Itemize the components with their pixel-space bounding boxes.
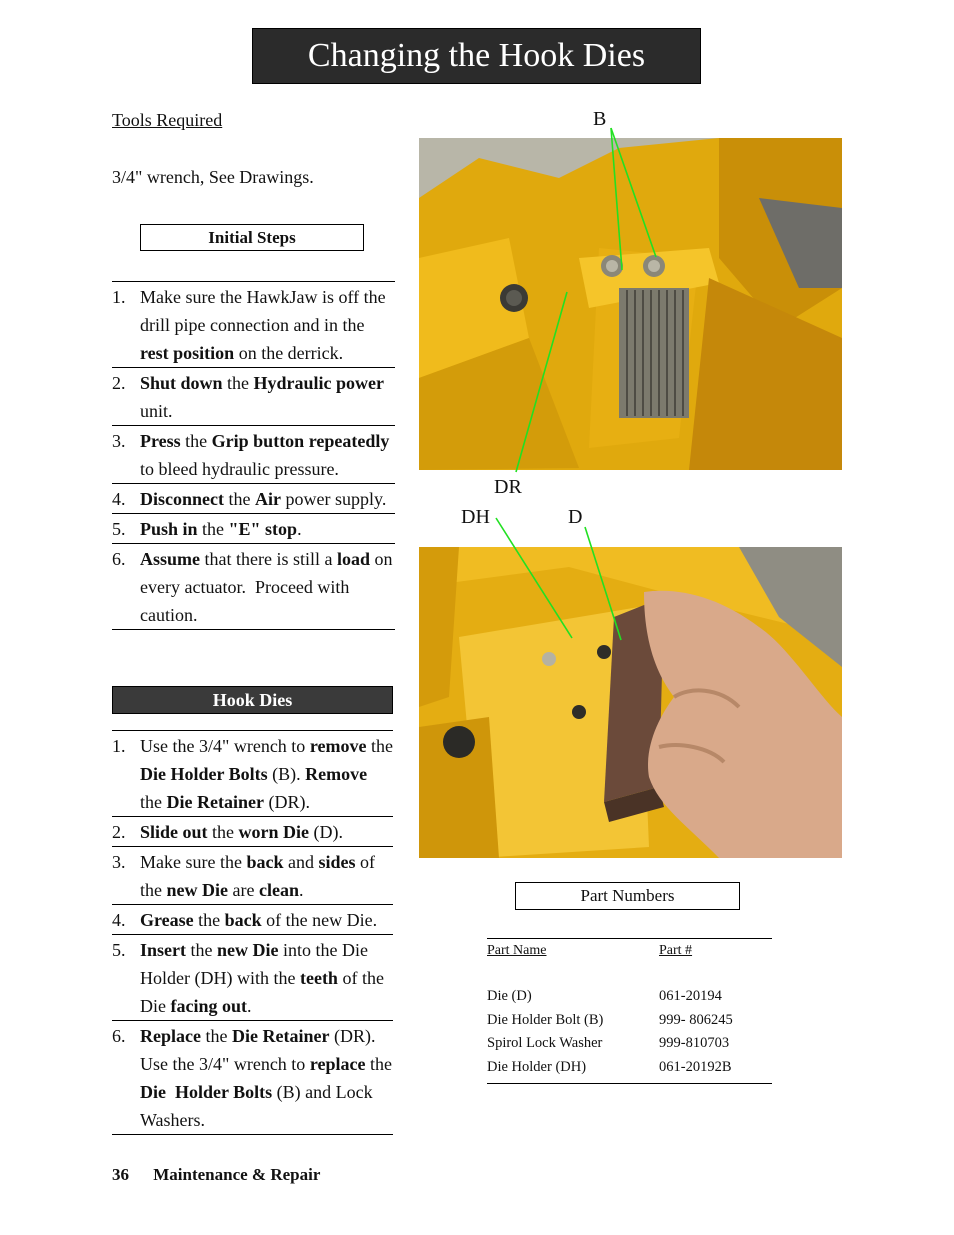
callout-dh: DH <box>461 506 490 528</box>
callout-b: B <box>593 108 607 130</box>
step-text: Replace the Die Retainer (DR). Use the 3/4" wrench to replace the Die Holder Bolts (B) and Lock Washers. <box>140 1026 392 1130</box>
step-number: 2. <box>112 822 126 842</box>
initial-step-6 <box>112 543 395 630</box>
die-holder-photo <box>419 138 842 470</box>
step-number: 4. <box>112 489 126 509</box>
callout-dr: DR <box>494 476 522 498</box>
step-text: Grease the back of the new Die. <box>140 910 378 930</box>
page-title: Changing the Hook Dies <box>252 28 701 84</box>
step-text: Use the 3/4" wrench to remove the Die Holder Bolts (B). Remove the Die Retainer (DR). <box>140 736 393 812</box>
tools-required-text: 3/4" wrench, See Drawings. <box>112 167 314 187</box>
step-text: Press the Grip button repeatedly to bleed hydraulic pressure. <box>140 431 390 479</box>
step-number: 6. <box>112 1026 126 1046</box>
page-footer <box>112 1165 320 1185</box>
table-row <box>487 985 772 1009</box>
step-text: Shut down the Hydraulic power unit. <box>140 373 385 421</box>
parts-col-number: Part # <box>659 943 693 958</box>
part-name: Die Holder (DH) <box>487 1058 587 1075</box>
initial-steps-list <box>112 281 395 630</box>
part-number: 999-810703 <box>659 1035 730 1051</box>
parts-col-name: Part Name <box>487 943 547 958</box>
part-number: 999- 806245 <box>659 1011 733 1028</box>
hook-dies-step-4 <box>112 904 393 934</box>
step-text: Insert the new Die into the Die Holder (DH) with the teeth of the Die facing out. <box>140 940 384 1016</box>
callout-d: D <box>568 506 583 528</box>
hook-dies-heading: Hook Dies <box>112 686 393 714</box>
hook-dies-step-6 <box>112 1020 393 1135</box>
hook-dies-step-2 <box>112 816 393 846</box>
step-text: Make sure the back and sides of the new Die are clean. <box>140 852 375 900</box>
die-insertion-photo <box>419 547 842 858</box>
part-numbers-heading: Part Numbers <box>515 882 740 910</box>
parts-header-row <box>487 939 772 962</box>
step-number: 1. <box>112 287 126 307</box>
hook-dies-step-1 <box>112 730 393 816</box>
step-number: 1. <box>112 736 126 756</box>
step-number: 3. <box>112 431 126 451</box>
initial-step-5 <box>112 513 395 543</box>
part-number: 061-20192B <box>659 1058 732 1075</box>
hook-dies-step-5 <box>112 934 393 1020</box>
hook-dies-step-3 <box>112 846 393 904</box>
step-number: 5. <box>112 940 126 960</box>
table-row <box>487 1032 772 1056</box>
part-number: 061-20194 <box>659 988 722 1004</box>
step-text: Disconnect the Air power supply. <box>140 489 387 509</box>
step-number: 3. <box>112 852 126 872</box>
tools-required-heading: Tools Required <box>112 110 223 130</box>
page-number: 36 <box>112 1165 129 1184</box>
step-number: 2. <box>112 373 126 393</box>
initial-step-3 <box>112 425 395 483</box>
table-row <box>487 1009 772 1033</box>
initial-step-1 <box>112 281 395 367</box>
step-text: Make sure the HawkJaw is off the drill pipe connection and in the rest position on the derrick. <box>140 287 386 363</box>
part-name: Spirol Lock Washer <box>487 1035 603 1051</box>
part-name: Die (D) <box>487 988 532 1004</box>
section-name: Maintenance & Repair <box>153 1165 321 1184</box>
table-row <box>487 1056 772 1080</box>
step-number: 5. <box>112 519 126 539</box>
part-name: Die Holder Bolt (B) <box>487 1011 604 1028</box>
hook-dies-steps-list <box>112 730 393 1135</box>
step-number: 4. <box>112 910 126 930</box>
initial-step-4 <box>112 483 395 513</box>
initial-steps-heading: Initial Steps <box>140 224 364 251</box>
step-text: Push in the "E" stop. <box>140 519 302 539</box>
step-text: Assume that there is still a load on every actuator. Proceed with caution. <box>140 549 393 625</box>
step-number: 6. <box>112 549 126 569</box>
step-text: Slide out the worn Die (D). <box>140 822 344 842</box>
initial-step-2 <box>112 367 395 425</box>
part-numbers-table <box>487 938 772 1084</box>
